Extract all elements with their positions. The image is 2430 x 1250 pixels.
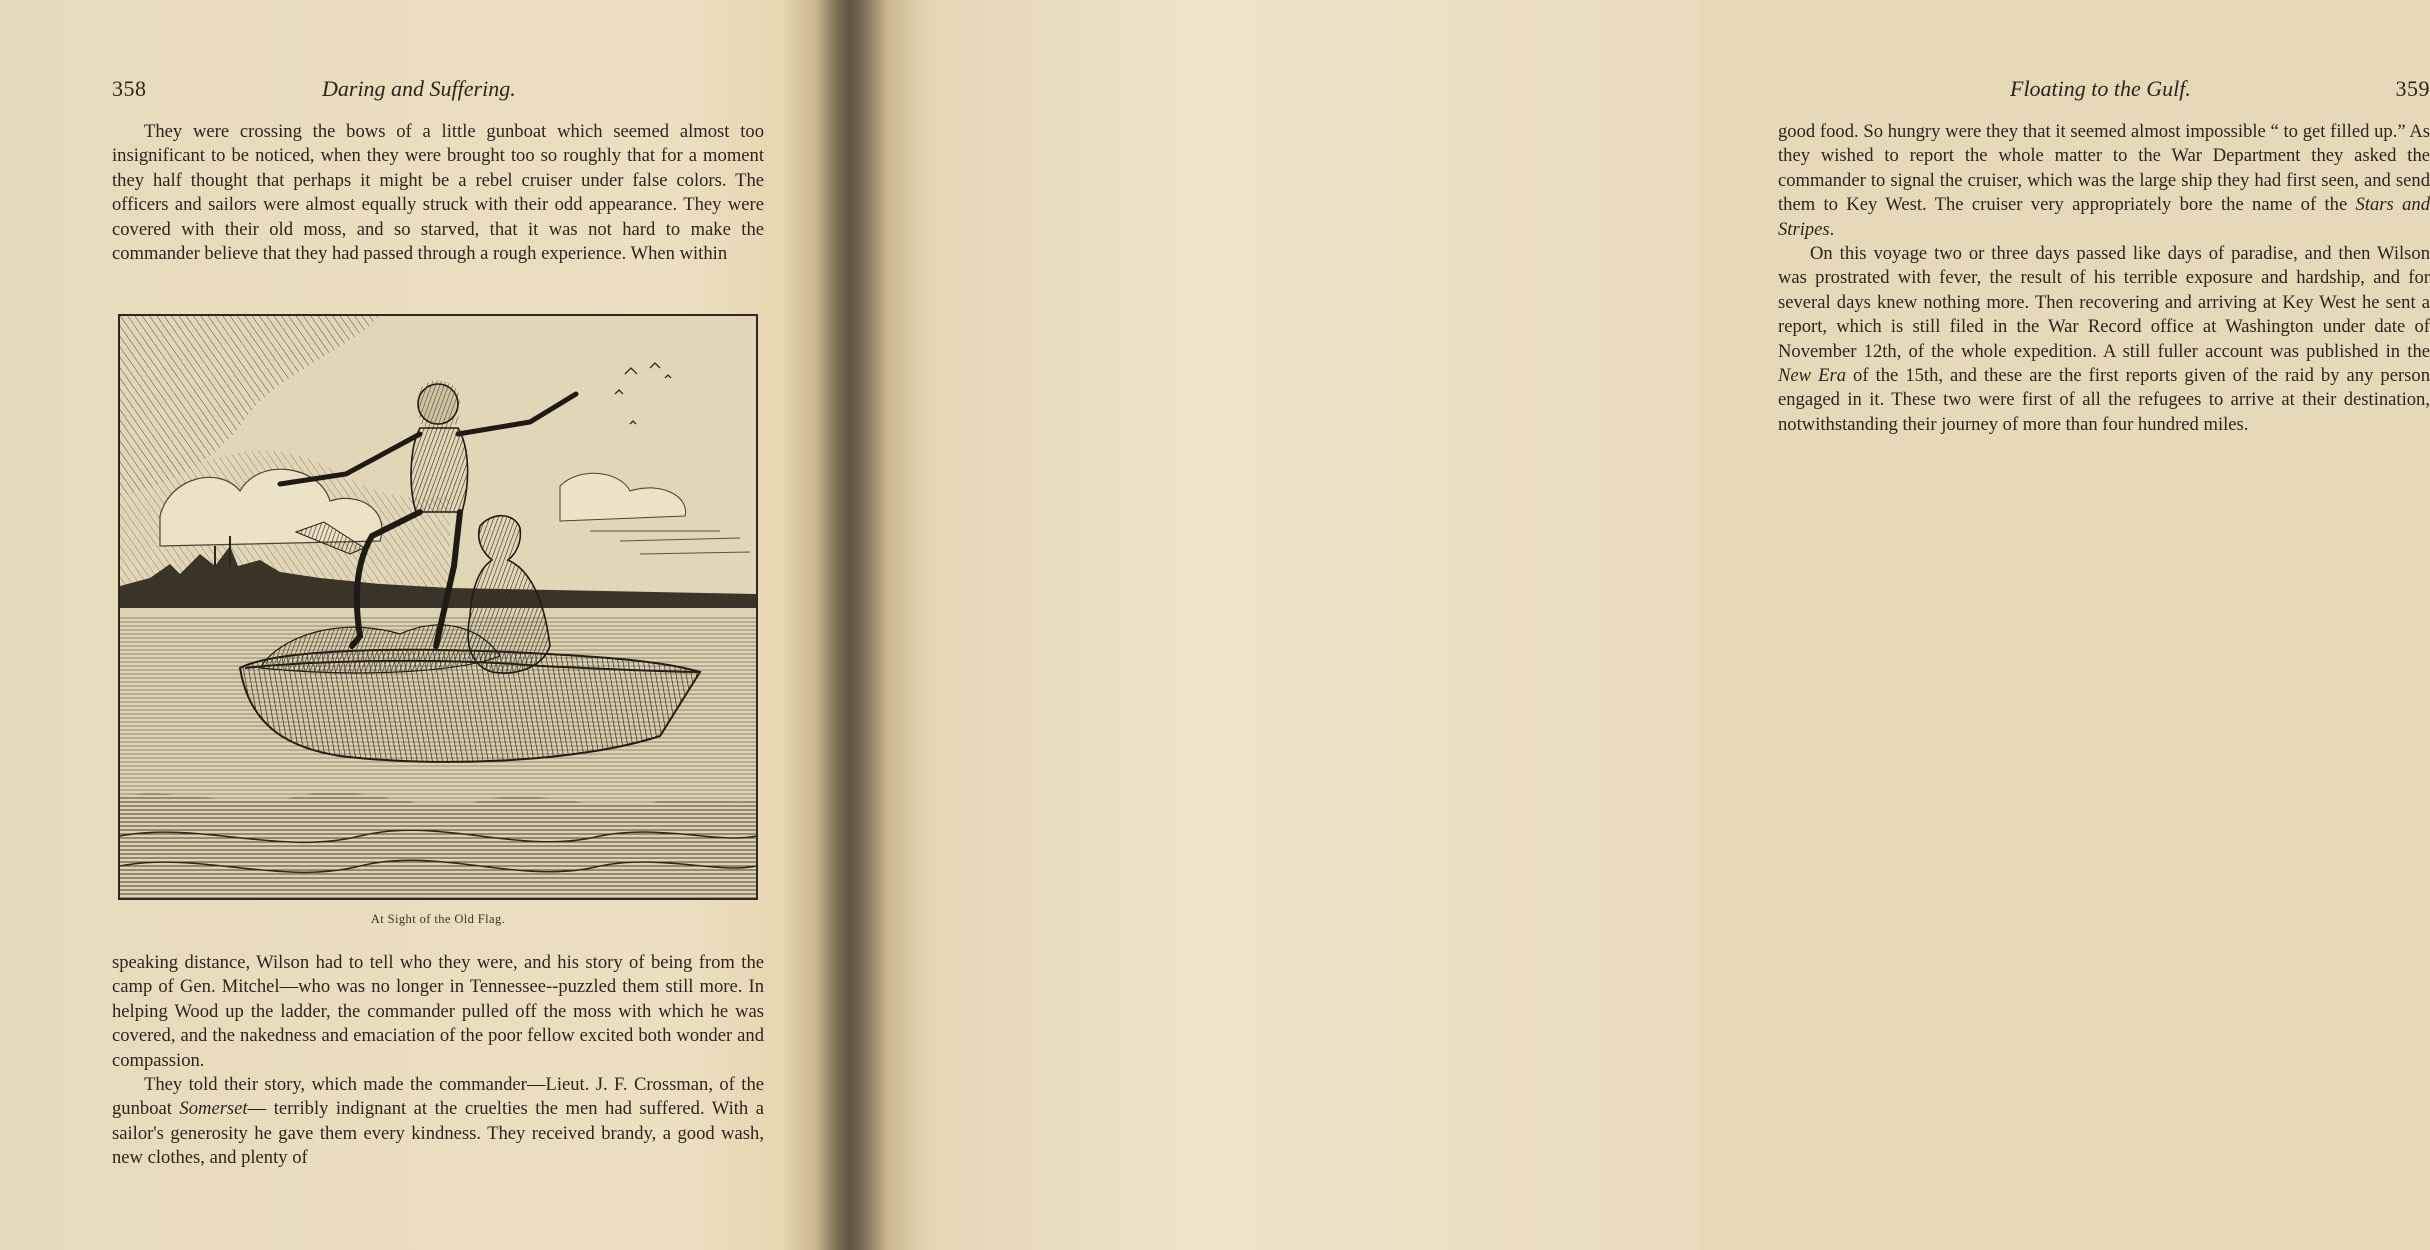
left-page: [0, 0, 850, 1250]
ship-name-somerset: Somerset: [179, 1098, 248, 1120]
newspaper-name-new-era: New Era: [1778, 365, 1846, 387]
left-paragraph-3-part-b: — terribly indignant at the cruelties the men had suffered. With a sailor's generosity he gave them every kindness. They received brandy, a good wash, new clothes, and plenty of: [112, 1098, 764, 1169]
illustration-caption: At Sight of the Old Flag.: [370, 912, 506, 926]
right-text: [1778, 120, 2430, 437]
right-running-title: Floating to the Gulf.: [2010, 76, 2191, 101]
left-paragraph-1: They were crossing the bows of a little gunboat which seemed almost too insignificant to be noticed, when they were brought too so roughly that for a moment they half thought that perhaps it might be a rebel cruiser under false colors. The officers and sailors were almost equally struck with their odd appearance. They were covered with their old moss, and so starved, that it was not hard to make the commander believe that they had passed through a rough experience. When within: [112, 121, 764, 265]
engraving-men-in-boat: [120, 316, 756, 898]
ship-name-stars-and-stripes: Stars and Stripes: [1778, 194, 2430, 240]
left-text-top: [112, 120, 764, 266]
right-paragraph-1-part-b: .: [1829, 218, 1835, 240]
right-running-head: [1778, 76, 2430, 106]
left-paragraph-3: [112, 1073, 764, 1171]
illustration: [118, 314, 758, 900]
right-paragraph-2-part-a: On this voyage two or three days passed like days of paradise, and then Wilson was prostrated with fever, the result of his terrible exposure and hardship, and for several days knew nothing more. Then recovering and arriving at Key West he sent a report, which is still filed in the War Record office at Washington under date of November 12th, of the whole expedition. A still fuller account was published in the: [1778, 243, 2430, 362]
left-running-title: Daring and Suffering.: [322, 76, 516, 101]
left-paragraph-3-part-a: They told their story, which made the commander—Lieut. J. F. Crossman, of the gunboat: [112, 1074, 764, 1120]
left-running-head: [112, 76, 764, 106]
right-paragraph-2: [1778, 242, 2430, 437]
right-page-number: 359: [2395, 76, 2430, 101]
right-paragraph-1-part-a: good food. So hungry were they that it seemed almost impossible “ to get filled up.” As they wished to report the whole matter to the War Department they asked the commander to signal the cruiser, which was the large ship they had first seen, and send them to Key West. The cruiser very appropriately bore the name of the: [1778, 121, 2430, 216]
right-page: [850, 0, 2430, 1250]
left-page-number: 358: [112, 76, 147, 101]
left-paragraph-2: speaking distance, Wilson had to tell who they were, and his story of being from the camp of Gen. Mitchel—who was no longer in Tennessee--puzzled them still more. In helping Wood up the ladder, the commander pulled off the moss with which he was covered, and the nakedness and emaciation of the poor fellow excited both wonder and compassion.: [112, 952, 764, 1071]
left-text-bottom: [112, 951, 764, 1171]
right-paragraph-1: [1778, 120, 2430, 242]
right-paragraph-2-part-b: of the 15th, and these are the first reports given of the raid by any person engaged in it. These two were first of all the refugees to arrive at their destination, notwithstanding their journey of more than four hundred miles.: [1778, 365, 2430, 435]
